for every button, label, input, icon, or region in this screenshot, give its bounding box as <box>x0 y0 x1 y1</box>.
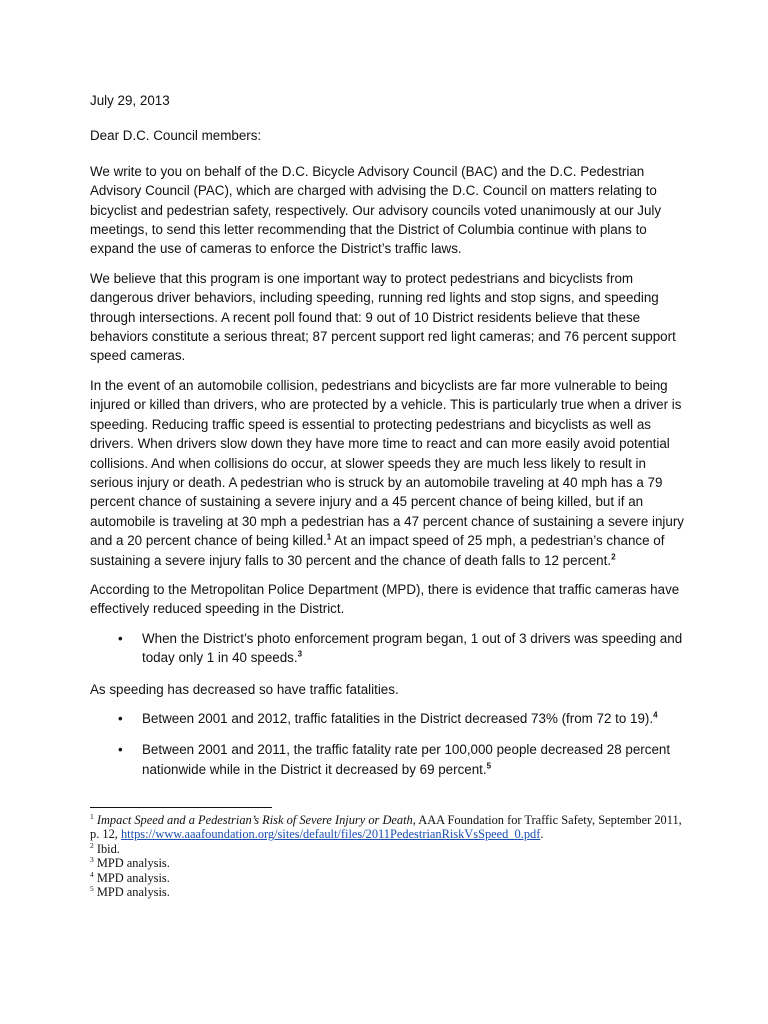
paragraph-mpd: According to the Metropolitan Police Department (MPD), there is evidence that traffic cameras have effectively reduced speeding in the District. <box>90 581 680 617</box>
bullet-list-speeding <box>90 629 690 668</box>
footnotes <box>90 813 690 899</box>
footnote-5 <box>90 885 690 899</box>
footnote-4 <box>90 871 690 885</box>
footnote-text: MPD analysis. <box>93 885 170 900</box>
bullet-icon: • <box>118 710 123 726</box>
footnote-source-title: Impact Speed and a Pedestrian’s Risk of Severe Injury or Death <box>96 813 413 827</box>
bullet-icon: • <box>118 630 123 646</box>
paragraph-vulnerability-text-b: At an impact speed of 25 mph, a pedestrian’s chance of sustaining a severe injury falls to 30 percent and the chance of death falls to 12 percent. <box>90 533 665 568</box>
footnote-text: Ibid. <box>93 841 120 856</box>
list-item <box>90 709 690 728</box>
footnote-ref-4[interactable]: 4 <box>653 710 658 720</box>
footnote-ref-2[interactable]: 2 <box>611 552 616 562</box>
letter-body <box>90 91 690 791</box>
paragraph-intro: We write to you on behalf of the D.C. Bicycle Advisory Council (BAC) and the D.C. Pedestrian Advisory Council (PAC), which are charged with advising the D.C. Council on matters relating to bicyclist and pedestrian safety, respectively. Our advisory councils voted unanimously at our July meetings, to send this letter recommending that the District of Columbia continue with plans to expand the use of cameras to enforce the District’s traffic laws. <box>90 163 662 257</box>
footnote-3 <box>90 856 690 870</box>
list-item <box>90 629 690 668</box>
footnote-ref-1[interactable]: 1 <box>326 532 332 542</box>
footnote-number: 2 <box>90 840 94 850</box>
footnote-text: MPD analysis. <box>93 856 170 871</box>
footnote-source-link[interactable]: https://www.aaafoundation.org/sites/default/files/2011PedestrianRiskVsSpeed_0.pdf <box>120 827 541 842</box>
paragraph-vulnerability <box>90 376 690 570</box>
footnote-2 <box>90 842 690 856</box>
paragraph-fatalities: As speeding has decreased so have traffic fatalities. <box>90 681 399 697</box>
footnote-ref-5[interactable]: 5 <box>486 761 492 771</box>
footnote-number: 5 <box>90 883 94 893</box>
letter-date: July 29, 2013 <box>90 93 170 108</box>
bullet-icon: • <box>118 742 123 758</box>
letter-salutation: Dear D.C. Council members: <box>90 128 262 144</box>
bullet-text: Between 2001 and 2011, the traffic fatality rate per 100,000 people decreased 28 percent nationwide while in the District it decreased by 69 percent. <box>142 742 671 777</box>
footnote-end-punct: . <box>540 827 544 842</box>
footnote-ref-3[interactable]: 3 <box>297 649 303 659</box>
footnote-source-details: , AAA Foundation for Traffic Safety, September 2011, p. 12, <box>90 813 682 842</box>
footnote-text: MPD analysis. <box>93 870 170 885</box>
footnote-number: 4 <box>90 869 94 879</box>
footnote-number: 3 <box>90 855 94 865</box>
bullet-text: When the District’s photo enforcement program began, 1 out of 3 drivers was speeding and today only 1 in 40 speeds. <box>142 630 683 666</box>
bullet-list-fatalities <box>90 709 690 779</box>
footnote-1 <box>90 813 690 842</box>
paragraph-vulnerability-text-a: In the event of an automobile collision, pedestrians and bicyclists are far more vulnerable to being injured or killed than drivers, who are protected by a vehicle. This is particularly true when a driver is speeding. Reducing traffic speed is essential to protecting pedestrians and bicyclists as well as drivers. When drivers slow down they have more time to react and can more easily avoid potential collisions. And when collisions do occur, at slower speeds they are much less likely to result in serious injury or death. A pedestrian who is struck by an automobile traveling at 40 mph has a 79 percent chance of sustaining a severe injury and a 45 percent chance of being killed, but if an automobile is traveling at 30 mph a pedestrian has a 47 percent chance of sustaining a severe injury and a 20 percent chance of being killed. <box>90 377 685 549</box>
footnote-divider <box>90 807 272 808</box>
paragraph-program: We believe that this program is one important way to protect pedestrians and bicyclists from dangerous driver behaviors, including speeding, running red lights and stop signs, and speeding through intersections. A recent poll found that: 9 out of 10 District residents believe that these behaviors constitute a serious threat; 87 percent support red light cameras; and 76 percent support speed cameras. <box>90 270 676 364</box>
bullet-text: Between 2001 and 2012, traffic fatalities in the District decreased 73% (from 72 to 19). <box>142 710 654 726</box>
list-item <box>90 740 690 779</box>
footnote-number: 1 <box>90 811 94 821</box>
